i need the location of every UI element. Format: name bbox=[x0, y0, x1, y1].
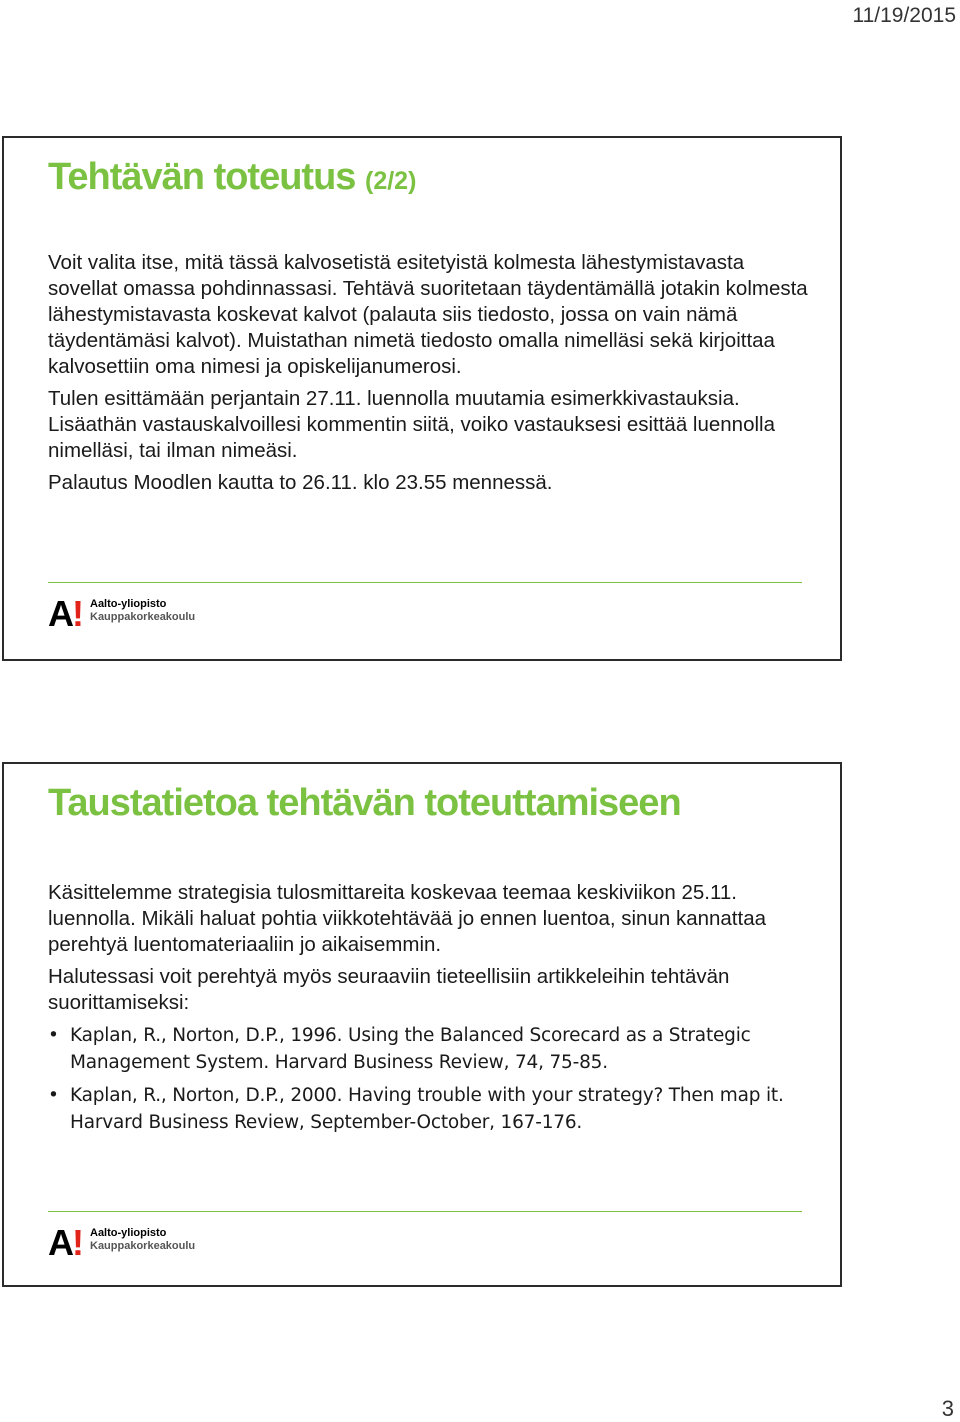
reference-item: • Kaplan, R., Norton, D.P., 1996. Using the Balanced Scorecard as a Strategic Management System. Harvard Business Review, 74, 75-85. bbox=[48, 1022, 808, 1076]
body-paragraph: Halutessasi voit perehtyä myös seuraaviin tieteellisiin artikkeleihin tehtävän suorittamiseksi: bbox=[48, 965, 730, 1014]
slide-background-info bbox=[2, 762, 842, 1287]
slide-title: Taustatietoa tehtävän toteuttamiseen bbox=[48, 782, 681, 824]
aalto-logo bbox=[48, 593, 196, 634]
logo-line-school: Kauppakorkeakoulu bbox=[90, 611, 196, 623]
logo-text bbox=[90, 1227, 195, 1253]
slide-title-main: Tehtävän toteutus bbox=[48, 156, 356, 198]
logo-text bbox=[90, 598, 195, 624]
body-paragraph: Voit valita itse, mitä tässä kalvosetistä esitetyistä kolmesta lähestymistavasta sovellat omassa pohdinnassasi. Tehtävä suoritetaan täydentämällä jotakin kolmesta lähestymistavasta koskevat kalvot (palauta siis tiedosto, jossa on vain nämä täydentämäsi kalvot). Muistathan nimetä tiedosto omalla nimelläsi sekä kirjoittaa kalvosettiin oma nimesi ja opiskelijanumerosi. bbox=[48, 251, 808, 378]
slide-body bbox=[48, 250, 808, 502]
slide-title-suffix: (2/2) bbox=[365, 167, 417, 195]
body-paragraph: Tulen esittämään perjantain 27.11. luennolla muutamia esimerkkivastauksia. Lisäathän vastauskalvoillesi kommentin siitä, voiko vastauksesi esittää luennolla nimelläsi, tai ilman nimeäsi. bbox=[48, 387, 775, 462]
logo-line-school: Kauppakorkeakoulu bbox=[90, 1240, 196, 1252]
page-number: 3 bbox=[941, 1396, 954, 1421]
slide-implementation bbox=[2, 136, 842, 661]
page-date: 11/19/2015 bbox=[852, 4, 956, 27]
body-paragraph: Palautus Moodlen kautta to 26.11. klo 23.55 mennessä. bbox=[48, 471, 553, 494]
logo-mark: A! bbox=[48, 1222, 82, 1263]
logo-mark: A! bbox=[48, 593, 82, 634]
footer-divider bbox=[48, 1211, 802, 1212]
aalto-logo bbox=[48, 1222, 196, 1263]
slide-body bbox=[48, 880, 808, 1142]
logo-line-university: Aalto-yliopisto bbox=[90, 598, 167, 610]
footer-divider bbox=[48, 582, 802, 583]
slide-title bbox=[48, 156, 416, 199]
reference-item: • Kaplan, R., Norton, D.P., 2000. Having trouble with your strategy? Then map it. Harvard Business Review, September-October, 167-176. bbox=[48, 1082, 808, 1136]
body-paragraph: Käsittelemme strategisia tulosmittareita koskevaa teemaa keskiviikon 25.11. luennolla. Mikäli haluat pohtia viikkotehtävää jo ennen luentoa, sinun kannattaa perehtyä luentomateriaaliin jo aikaisemmin. bbox=[48, 881, 767, 956]
reference-list bbox=[48, 1022, 808, 1136]
logo-line-university: Aalto-yliopisto bbox=[90, 1227, 167, 1239]
